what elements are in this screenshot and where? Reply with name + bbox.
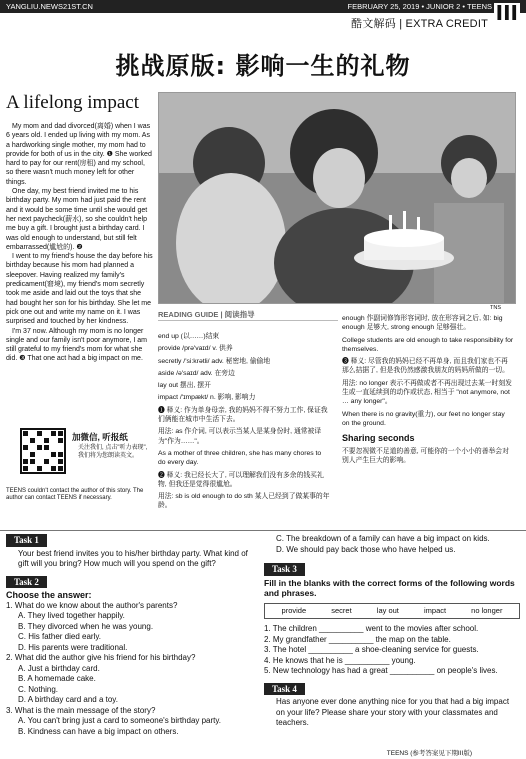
guide-item: 用法: no longer 表示不再做或者不再出现过去某一时刻发生或一直延续到的动作或状态, 相当于 "not anymore, not … any longer"。	[342, 379, 512, 406]
article-paragraph-2: One day, my best friend invited me to his birthday party. My mom had just paid the rent and it would be some time until she would get her next paycheck(薪水), so she couldn't help me buy a gift. I brought just a birthday card. I was old enough to understand, but still felt embarrassed(尴尬的). ❷	[6, 188, 148, 251]
qr-title: 加微信, 听报纸	[72, 432, 128, 442]
task-2-q2-option: B. A homemade cake.	[18, 674, 96, 683]
task-2-question-1: 1. What do we know about the author's parents?	[6, 600, 178, 610]
task-4-text: Has anyone ever done anything nice for you that had a big impact on your life? Please share your story with your classmates and teachers.	[276, 697, 510, 727]
task-2-q1-option: A. They lived together happily.	[18, 611, 125, 620]
guide-item: aside /ə'saɪd/ adv. 在旁边	[158, 369, 235, 377]
task-2-q3-option: B. Kindness can have a big impact on others.	[18, 726, 179, 736]
task-1-text: Your best friend invites you to his/her birthday party. What kind of gift will you bring? How much will you spend on the gift?	[18, 548, 248, 568]
word-bank-item: lay out	[376, 605, 399, 615]
sharing-seconds-title: Sharing seconds	[342, 433, 415, 444]
task-3-item: 5. New technology has had a great __________ on people's lives.	[264, 666, 498, 675]
guide-item: enough 作副词修饰形容词时, 放在形容词之后, 如: big enough 足够大, strong enough 足够强壮。	[342, 315, 503, 332]
task-2-q1-option: B. They divorced when he was young.	[18, 621, 154, 631]
guide-item: impact /'ɪmpækt/ n. 影响, 影响力	[158, 394, 256, 402]
reading-guide-heading: READING GUIDE | 阅读指导	[158, 310, 338, 321]
reading-guide-right-column	[342, 314, 514, 468]
page-footer	[0, 748, 526, 759]
guide-item: When there is no gravity(重力), our feet no longer stay on the ground.	[342, 410, 505, 427]
task-3-item: 4. He knows that he is __________ young.	[264, 655, 416, 665]
word-bank	[264, 603, 520, 620]
task-3-heading: Fill in the blanks with the correct forms of the following words and phrases.	[264, 577, 515, 598]
article-paragraph-1: My mom and dad divorced(离婚) when I was 6 years old. I ended up living with my mom. As a hardworking single mother, my mom had to provide for both of us in the city. ❶ She worked hard to pay for our rent(房租) and my school, so there wasn't much money left for other things.	[6, 123, 152, 186]
reading-guide-left-column	[158, 332, 330, 514]
answer-note: TEENS (参考答案见下期III版)	[386, 750, 472, 757]
reading-guide	[158, 310, 516, 510]
task-2-question-3: 3. What is the main message of the story?	[6, 705, 156, 715]
task-1-label: Task 1	[6, 534, 47, 547]
page-headline: 挑战原版: 影响一生的礼物	[115, 52, 411, 80]
task-2-q2-option: A. Just a birthday card.	[18, 663, 100, 673]
word-bank-item: secret	[331, 605, 352, 615]
task-3-item: 2. My grandfather __________ the map on the table.	[264, 634, 451, 644]
issue-date: FEBRUARY 25, 2019 • JUNIOR 2 • TEENS	[347, 2, 492, 11]
task-3-item: 1. The children __________ went to the movies after school.	[264, 624, 479, 633]
page-header-bar	[0, 0, 526, 13]
task-2-q3-option: D. We should pay back those who have helped us.	[276, 544, 456, 554]
task-4-label: Task 4	[264, 683, 305, 696]
article-paragraph-3: I went to my friend's house the day before his birthday because his mom had planned a sleepover. Having realized my family's predicament(窘境), my friend's mom secretly took me aside and laid out the toys that she had bought her son for his birthday. She let me pick one out and write my name on it. I was surprised and touched by her kindness.	[6, 253, 153, 326]
article-body	[6, 122, 154, 364]
qr-description: 关注我们, 点击"听力表现", 我们将为您朗读英文。	[78, 445, 148, 459]
task-3-label: Task 3	[264, 563, 305, 576]
guide-item: ❷ 释义: 我已经长大了, 可以理解我们没有多余的钱买礼物, 但我还是觉得很尴尬。	[158, 471, 324, 488]
task-2-question-2: 2. What did the author give his friend for his birthday?	[6, 653, 196, 662]
sharing-seconds-text: 不要忽视微不足道的善意, 可能你的一个小小的善举会对别人产生巨大的影响。	[342, 447, 509, 464]
author-note: TEENS couldn't contact the author of this story. The author can contact TEENS if necessary.	[6, 488, 144, 502]
guide-item: provide /prə'vaɪd/ v. 供养	[158, 345, 233, 353]
word-bank-item: provide	[281, 605, 307, 615]
guide-item: As a mother of three children, she has many chores to do every day.	[158, 449, 322, 467]
guide-item: lay out 摆出, 摆开	[158, 382, 211, 390]
task-2-heading: Choose the answer:	[6, 590, 92, 600]
task-2-q2-option: D. A birthday card and a toy.	[18, 695, 118, 704]
article-title: A lifelong impact	[6, 92, 139, 113]
task-2-q3-option: C. The breakdown of a family can have a big impact on kids.	[276, 534, 490, 543]
section-divider	[0, 530, 526, 531]
guide-item: College students are old enough to take responsibility for themselves.	[342, 336, 514, 353]
guide-item: ❶ 释义: 作为单身母亲, 我的妈妈不得不努力工作, 保证我们俩能在城市中生活下去。	[158, 406, 328, 424]
task-2-q3-option: A. You can't bring just a card to someone's birthday party.	[18, 716, 222, 725]
tasks-left-column	[6, 534, 258, 737]
guide-item: 用法: as 作介词, 可以表示当某人是某身份时, 通常被译为"作为……"。	[158, 428, 322, 445]
birthday-photo	[158, 92, 516, 304]
guide-item: 用法: sb is old enough to do sth 某人已经到了做某事的年龄。	[158, 493, 330, 510]
task-2-q2-option: C. Nothing.	[18, 684, 59, 694]
photo-credit: TNS	[490, 305, 501, 311]
tasks-right-column	[264, 534, 520, 729]
guide-item: end up (以……)结束	[158, 333, 220, 340]
site-url: YANGLIU.NEWS21ST.CN	[6, 2, 93, 11]
word-bank-item: no longer	[471, 605, 503, 615]
qr-code[interactable]	[20, 428, 66, 474]
task-2-q1-option: D. His parents were traditional.	[18, 642, 128, 652]
guide-item: secretly /'si:krətli/ adv. 秘密地, 偷偷地	[158, 357, 271, 365]
word-bank-item: impact	[423, 605, 447, 615]
task-3-item: 3. The hotel __________ a shoe-cleaning service for guests.	[264, 645, 479, 654]
page-number-badge: III	[495, 1, 518, 25]
task-2-label: Task 2	[6, 576, 47, 589]
article-paragraph-4: I'm 37 now. Although my mom is no longer single and our family isn't poor anymore, I am still grateful to my friend's mom for what she did. ❸ That one act had a big impact on me.	[6, 327, 148, 363]
guide-item: ❸ 释义: 尽管我的妈妈已经不再单身, 而且我们家也不再那么拮据了, 但是我仍然感激我朋友的妈妈所做的一切。	[342, 358, 509, 375]
section-label: 酷文解码 | EXTRA CREDIT	[351, 18, 488, 30]
task-2-q1-option: C. His father died early.	[18, 632, 101, 641]
